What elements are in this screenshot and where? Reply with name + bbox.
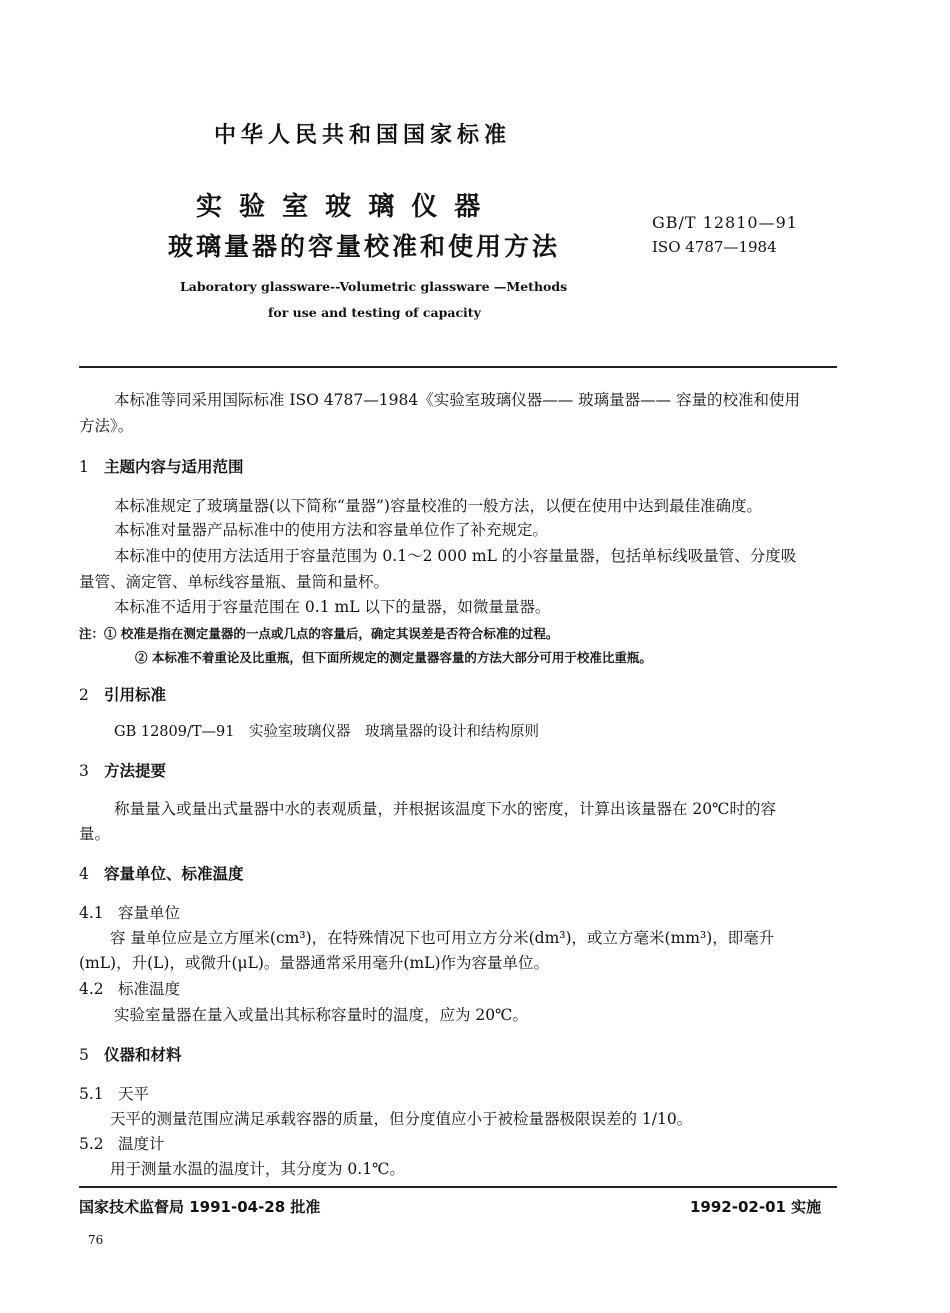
- section-1-para3-line2: 量管、滴定管、单标线容量瓶、量筒和量杯。: [79, 573, 390, 591]
- section-1-number: 1: [79, 458, 89, 476]
- section-2-number: 2: [79, 686, 89, 704]
- section-3-title: 方法提要: [104, 761, 167, 780]
- section-1-note1: 注：① 校准是指在测定量器的一点或几点的容量后，确定其误差是否符合标准的过程。: [79, 626, 559, 641]
- section-1-para2: 本标准对量器产品标准中的使用方法和容量单位作了补充规定。: [114, 521, 549, 539]
- section-4-2-title: 标准温度: [118, 980, 181, 998]
- section-3-para-line1: 称量量入或量出式量器中水的表观质量，并根据该温度下水的密度，计算出该量器在 20℃时的容: [114, 800, 776, 818]
- section-5-2-title: 温度计: [118, 1135, 165, 1153]
- section-5-1-title: 天平: [118, 1085, 150, 1103]
- section-5-1-number: 5.1: [79, 1085, 104, 1103]
- intro-line2: 方法》。: [79, 417, 134, 435]
- document-title-line2: 玻璃量器的容量校准和使用方法: [168, 232, 561, 261]
- page-number: 76: [88, 1233, 104, 1247]
- section-5-1-text: 天平的测量范围应满足承载容器的质量，但分度值应小于被检量器极限误差的 1/10。: [110, 1110, 693, 1128]
- section-4-number: 4: [79, 865, 89, 883]
- section-1-para1: 本标准规定了玻璃量器(以下简称“量器”)容量校准的一般方法，以便在使用中达到最佳准确度。: [114, 497, 762, 515]
- section-2-title: 引用标准: [104, 685, 167, 704]
- national-standard-heading: 中华人民共和国国家标准: [214, 122, 512, 148]
- effective-date-line: 1992-02-01 实施: [690, 1198, 822, 1216]
- section-3-number: 3: [79, 762, 89, 780]
- english-title-line1: Laboratory glassware--Volumetric glassware —Methods: [180, 279, 568, 294]
- approval-line: 国家技术监督局 1991-04-28 批准: [79, 1198, 321, 1216]
- section-5-number: 5: [79, 1046, 89, 1064]
- section-5-2-text: 用于测量水温的温度计，其分度为 0.1℃。: [110, 1160, 405, 1178]
- section-4-2-text: 实验室量器在量入或量出其标称容量时的温度，应为 20℃。: [114, 1006, 528, 1024]
- section-4-2-number: 4.2: [79, 980, 104, 998]
- section-1-note2: ② 本标准不着重论及比重瓶，但下面所规定的测定量器容量的方法大部分可用于校准比重瓶。: [135, 650, 652, 665]
- section-1-para4: 本标准不适用于容量范围在 0.1 mL 以下的量器，如微量量器。: [114, 598, 551, 616]
- english-title-line2: for use and testing of capacity: [268, 305, 481, 320]
- section-4-1-title: 容量单位: [118, 904, 181, 922]
- section-1-title: 主题内容与适用范围: [104, 457, 244, 476]
- standard-code-gb: GB/T 12810—91: [652, 213, 798, 232]
- section-4-1-line2: (mL)，升(L)，或微升(μL)。量器通常采用毫升(mL)作为容量单位。: [79, 954, 550, 972]
- document-title-line1: 实 验 室 玻 璃 仪 器: [196, 192, 485, 222]
- intro-line1: 本标准等同采用国际标准 ISO 4787—1984《实验室玻璃仪器—— 玻璃量器—— 容量的校准和使用: [114, 391, 801, 409]
- section-4-title: 容量单位、标准温度: [104, 864, 244, 883]
- footer-divider: [79, 1186, 837, 1188]
- section-5-2-number: 5.2: [79, 1135, 104, 1153]
- section-5-title: 仪器和材料: [104, 1045, 182, 1064]
- section-2-reference: GB 12809/T—91 实验室玻璃仪器 玻璃量器的设计和结构原则: [114, 724, 539, 740]
- standard-code-iso: ISO 4787—1984: [652, 238, 777, 256]
- section-1-para3-line1: 本标准中的使用方法适用于容量范围为 0.1～2 000 mL 的小容量量器，包括单标线吸量管、分度吸: [114, 547, 797, 565]
- section-4-1-number: 4.1: [79, 904, 104, 922]
- section-3-para-line2: 量。: [79, 825, 111, 843]
- header-divider: [79, 366, 837, 368]
- section-4-1-line1: 容 量单位应是立方厘米(cm³)，在特殊情况下也可用立方分米(dm³)，或立方毫米(mm³)，即毫升: [110, 929, 775, 947]
